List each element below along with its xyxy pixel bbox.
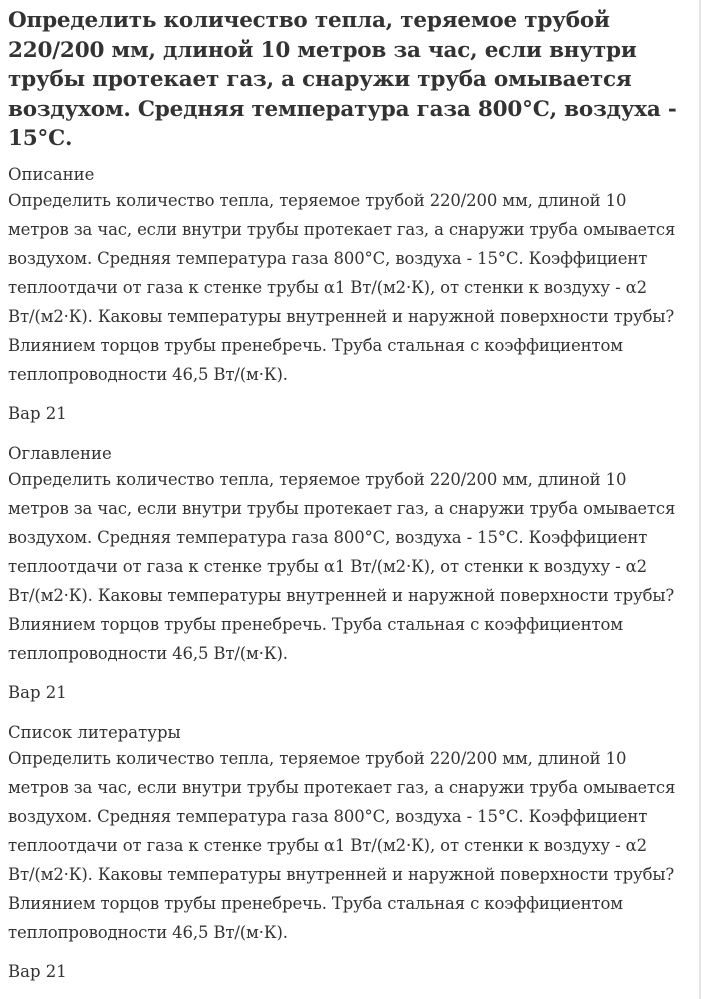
section-description bbox=[8, 164, 677, 425]
section-heading: Описание bbox=[8, 164, 95, 184]
section-heading: Список литературы bbox=[8, 722, 181, 742]
section-contents bbox=[8, 443, 677, 704]
section-body: Определить количество тепла, теряемое трубой 220/200 мм, длиной 10 метров за час, если внутри трубы протекает газ, а снаружи труба омывается воздухом. Средняя температура газа 800°С, воздуха - 15°С. Коэффициент теплоотдачи от газа к стенке трубы α1 Вт/(м2·К), от стенки к воздуху - α2 Вт/(м2·К). Каковы температуры внутренней и наружной поверхности трубы? Влиянием торцов трубы пренебречь. Труба стальная с коэффициентом теплопроводности 46,5 Вт/(м·К). bbox=[8, 469, 676, 663]
variant-label: Вар 21 bbox=[8, 961, 67, 981]
variant-label: Вар 21 bbox=[8, 403, 67, 423]
page-title: Определить количество тепла, теряемое трубой 220/200 мм, длиной 10 метров за час, если внутри трубы протекает газ, а снаружи труба омывается воздухом. Средняя температура газа 800°С, воздуха - 15°С. bbox=[8, 8, 677, 151]
section-body: Определить количество тепла, теряемое трубой 220/200 мм, длиной 10 метров за час, если внутри трубы протекает газ, а снаружи труба омывается воздухом. Средняя температура газа 800°С, воздуха - 15°С. Коэффициент теплоотдачи от газа к стенке трубы α1 Вт/(м2·К), от стенки к воздуху - α2 Вт/(м2·К). Каковы температуры внутренней и наружной поверхности трубы? Влиянием торцов трубы пренебречь. Труба стальная с коэффициентом теплопроводности 46,5 Вт/(м·К). bbox=[8, 748, 676, 942]
section-body: Определить количество тепла, теряемое трубой 220/200 мм, длиной 10 метров за час, если внутри трубы протекает газ, а снаружи труба омывается воздухом. Средняя температура газа 800°С, воздуха - 15°С. Коэффициент теплоотдачи от газа к стенке трубы α1 Вт/(м2·К), от стенки к воздуху - α2 Вт/(м2·К). Каковы температуры внутренней и наружной поверхности трубы? Влиянием торцов трубы пренебречь. Труба стальная с коэффициентом теплопроводности 46,5 Вт/(м·К). bbox=[8, 190, 676, 384]
section-heading: Оглавление bbox=[8, 443, 112, 463]
section-references bbox=[8, 722, 677, 983]
variant-label: Вар 21 bbox=[8, 682, 67, 702]
